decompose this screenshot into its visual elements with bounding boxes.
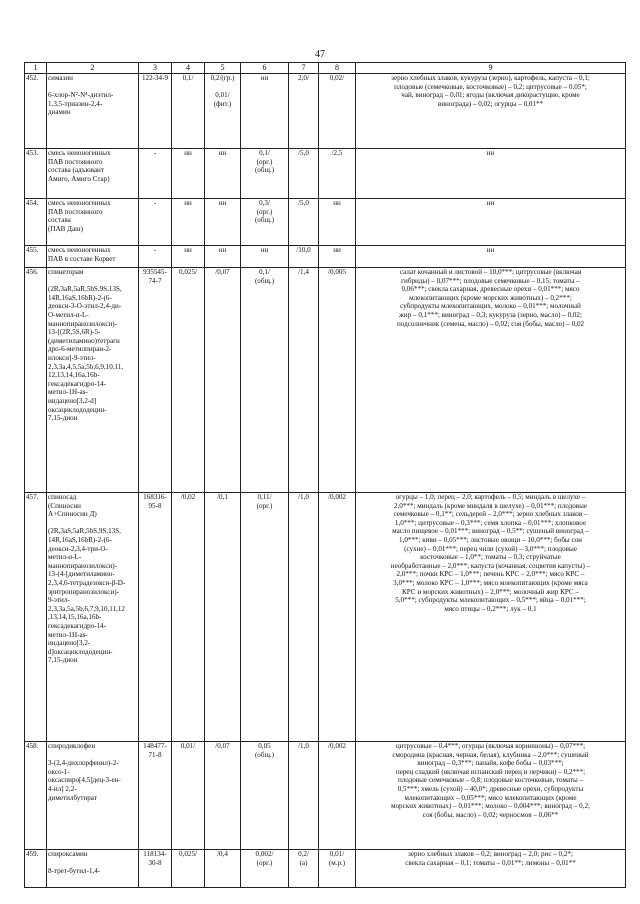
row-number: 459. xyxy=(25,850,47,888)
col-5-value: /0,1 xyxy=(205,493,241,742)
row-number: 456. xyxy=(25,268,47,493)
col-5-value: /0,4 xyxy=(205,850,241,888)
col-6-value: нн xyxy=(241,246,289,268)
cas-number: 122-34-9 xyxy=(139,74,172,149)
table-header-row xyxy=(25,63,626,74)
row-number: 453. xyxy=(25,149,47,199)
col-5-value: /0,07 xyxy=(205,742,241,850)
col-7-value: /5,0 xyxy=(289,199,319,246)
col-6-value: 0,1/ (общ.) xyxy=(241,268,289,493)
table-row xyxy=(25,74,626,149)
col-8-value: 0,01/ (м.р.) xyxy=(319,850,356,888)
col-6-value: нн xyxy=(241,74,289,149)
col-7-value: /1,4 xyxy=(289,268,319,493)
table-row xyxy=(25,199,626,246)
col-7-value: /5,0 xyxy=(289,149,319,199)
col-8-value: 0,02/ xyxy=(319,74,356,149)
col-8-value: нн xyxy=(319,199,356,246)
col-8-value: /0,002 xyxy=(319,742,356,850)
column-header: 3 xyxy=(139,63,172,74)
row-number: 457. xyxy=(25,493,47,742)
mrl-text: нн xyxy=(356,199,626,246)
cas-number: 148477- 71-8 xyxy=(139,742,172,850)
table-row xyxy=(25,268,626,493)
col-4-value: нн xyxy=(172,199,205,246)
substance-name: смесь неионогенных ПАВ постоянного состава (ПАВ Даш) xyxy=(47,199,139,246)
page-number: 47 xyxy=(315,49,325,60)
mrl-text: зерно хлебных злаков – 0,2; виноград – 2,0; рис – 0,2*; свекла сахарная – 0,1; томаты – 0,01**; лимоны – 0,01** xyxy=(356,850,626,888)
mrl-text: огурцы – 1,0; перец – 2,0; картофель – 0,5; миндаль в шелухе – 2,0***; миндаль (кроме миндаля в шелухе) – 0,01***; плодовые семечковые – 0,1**; сельдерей – 2,0***; зерно хлебных злаков – 1,0***; цитрусовые – 0,3***; семя хлопка – 0,01***; хлопковое масло пищевое – 0,01***; виноград – 0,5**; сушеный виноград – 1,0***; киви – 0,05***; листовые овощи – 10,0***; бобы сои (сухие) – 0,01***; перец чили (сухой) – 3,0***; плодовые косточковые – 1,0**; томаты – 0,3; струйчатые необработанные – 2,0***; капуста (кочанная, соцветия капусты) – 2,0***; почки КРС – 1,0***; печень КРС – 2,0***; мясо КРС – 3,0***; молоко КРС – 1,0***; мясо млекопитающих (кроме мяса КРС и морских животных) – 2,0***; молочный жир КРС – 5,0***; субпродукты млекопитающих – 0,5***; яйца – 0,01***; мясо птицы – 0,2***; лук – 0,1 xyxy=(356,493,626,742)
table-row xyxy=(25,493,626,742)
col-6-value: 0,002/ (орг.) xyxy=(241,850,289,888)
registry-table xyxy=(24,62,626,888)
table-row xyxy=(25,246,626,268)
substance-name: смесь неионогенных ПАВ постоянного состава (адъювант Амиго, Амиго Стар) xyxy=(47,149,139,199)
column-header: 6 xyxy=(241,63,289,74)
cas-number: - xyxy=(139,149,172,199)
col-4-value: нн xyxy=(172,246,205,268)
col-7-value: /10,0 xyxy=(289,246,319,268)
col-4-value: /0,02 xyxy=(172,493,205,742)
substance-name: спироксамин 8-трет-бутил-1,4- xyxy=(47,850,139,888)
cas-number: 168316- 95-8 xyxy=(139,493,172,742)
mrl-text: зерно хлебных злаков, кукуруза (зерно), картофель, капуста – 0,1; плодовые (семечковые, косточковые) – 0,2; цитрусовые – 0,05*; чай, виноград – 0,01; ягоды (включая дикорастущие, кроме винограда) – 0,02; огурцы – 0,01** xyxy=(356,74,626,149)
col-8-value: нн xyxy=(319,246,356,268)
cas-number: 935545- 74-7 xyxy=(139,268,172,493)
col-4-value: нн xyxy=(172,149,205,199)
row-number: 455. xyxy=(25,246,47,268)
row-number: 452. xyxy=(25,74,47,149)
column-header: 2 xyxy=(47,63,139,74)
col-7-value: /1,0 xyxy=(289,742,319,850)
col-6-value: 0,11/ (орг.) xyxy=(241,493,289,742)
substance-name: симазин 6-хлор-N²-N⁴-диэтил- 1,3,5-триазин-2,4- диамин xyxy=(47,74,139,149)
cas-number: - xyxy=(139,246,172,268)
cas-number: 118134- 30-8 xyxy=(139,850,172,888)
column-header: 7 xyxy=(289,63,319,74)
col-8-value: /2,5 xyxy=(319,149,356,199)
column-header: 4 xyxy=(172,63,205,74)
col-5-value: нн xyxy=(205,246,241,268)
col-4-value: 0,1/ xyxy=(172,74,205,149)
col-7-value: 0,2/ (а) xyxy=(289,850,319,888)
table-row xyxy=(25,149,626,199)
col-8-value: /0,005 xyxy=(319,268,356,493)
column-header: 8 xyxy=(319,63,356,74)
substance-name: спиродиклофен 3-(2,4-дихлорфенил)-2- оксо-1- оксаспиро[4,5]дец-3-ен- 4-ил] 2,2- диметилбутират xyxy=(47,742,139,850)
substance-name: смесь неионогенных ПАВ в составе Корвет xyxy=(47,246,139,268)
col-8-value: /0,002 xyxy=(319,493,356,742)
substance-name: спиносад (Спиносин А+Спиносин Д) (2R,3aS,5aR,5bS,9S,13S, 14R,16aS,16bR)-2-(6- деокси-2,3,4-три-O- метил-α-L- маннопиранозилокси)- 13-(4-[диметиламино- 2,3,4,6-тетрадезокси-β-D- эритропиранозилокси)- 9-этил- 2,3,3a,5a,5b,6,7,9,10,11,12 ,13,14,15,16a,16b- гексадекагидро-14- метил-1H-as- индацено[3,2- d]оксациклододецин- 7,15-дион xyxy=(47,493,139,742)
column-header: 1 xyxy=(25,63,47,74)
table-row xyxy=(25,850,626,888)
col-5-value: /0,07 xyxy=(205,268,241,493)
col-4-value: 0,025/ xyxy=(172,850,205,888)
col-5-value: нн xyxy=(205,199,241,246)
row-number: 458. xyxy=(25,742,47,850)
col-6-value: 0,3/ (орг.) (общ.) xyxy=(241,199,289,246)
col-6-value: 0,1/ (орг.) (общ.) xyxy=(241,149,289,199)
substance-name: спинеторам (2R,3aR,5aR,5bS,9S,13S, 14R,16aS,16bR)-2-(6- деокси-3-O-этил-2,4-ди- O-метил-α-L- маннопиранозилокси)- 13-[(2R,5S,6R)-5- (диметиламино)тетраги дро-6-метилпиран-2- илокси]-9-этил- 2,3,3a,4,5,5a,5b,6,9,10,11, 12,13,14,16a,16b- гексадекагидро-14- метил-1H-as- индацено[3,2-d] оксациклододецин- 7,15-дион xyxy=(47,268,139,493)
col-7-value: /1,0 xyxy=(289,493,319,742)
mrl-text: салат кочанный и листовой – 10,0***; цитрусовые (включая гибриды) – 0,07***; плодовые семечковые – 0,15; томаты – 0,06***; свекла сахарная, древесные орехи – 0,01***; мясо млекопитающих (кроме морских животных) – 0,2***; субпродукты млекопитающих, молоко – 0,01***; молочный жир – 0,1***; виноград – 0,3; кукуруза (зерно, масло) – 0,02; подсолнечник (семена, масло) – 0,02; соя (бобы, масло) – 0,02 xyxy=(356,268,626,493)
table-row xyxy=(25,742,626,850)
column-header: 9 xyxy=(356,63,626,74)
col-6-value: 0,05 (общ.) xyxy=(241,742,289,850)
col-5-value: нн xyxy=(205,149,241,199)
mrl-text: нн xyxy=(356,246,626,268)
mrl-text: цитрусовые – 0,4***; огурцы (включая корнишоны) – 0,07***; смородина (красная, черная, белая), клубника – 2,0***; сушеный виноград – 0,3***; папайя, кофе бобы – 0,03***; перец сладкий (включая испанский перец и перчики) – 0,2***; плодовые семечковые – 0,8; плодовые косточковые, томаты – 0,5***; хмель (сухой) – 40,0*; древесные орехи, субпродукты млекопитающих – 0,05***; мясо млекопитающих (кроме морских животных) – 0,01***; молоко – 0,004***; виноград – 0,2; соя (бобы, масло) – 0,02; черносмов – 0,06** xyxy=(356,742,626,850)
col-5-value: 0,2/(гр.) 0,01/ (фит.) xyxy=(205,74,241,149)
col-7-value: 2,0/ xyxy=(289,74,319,149)
column-header: 5 xyxy=(205,63,241,74)
mrl-text: нн xyxy=(356,149,626,199)
row-number: 454. xyxy=(25,199,47,246)
cas-number: - xyxy=(139,199,172,246)
col-4-value: 0,025/ xyxy=(172,268,205,493)
col-4-value: 0,01/ xyxy=(172,742,205,850)
